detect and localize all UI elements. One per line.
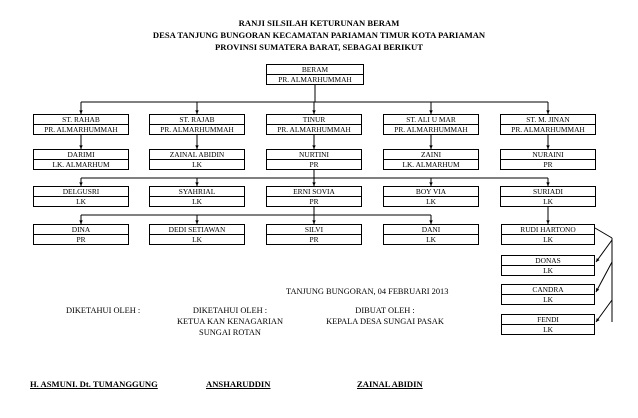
signatory-2: ANSHARUDDIN — [206, 379, 271, 389]
node-status: PR. ALMARHUMMAH — [278, 75, 352, 84]
node-name: DANI — [384, 225, 478, 235]
to-fendi — [596, 300, 612, 322]
node-status: LK. ALMARHUM — [402, 160, 460, 169]
node-name: NURAINI — [501, 150, 595, 160]
node-status: LK. ALMARHUM — [52, 160, 110, 169]
node-name: ST. ALI U MAR — [384, 115, 478, 125]
gen5-node-2 — [149, 224, 245, 245]
node-name: ZAINI — [384, 150, 478, 160]
node-name: ST. RAHAB — [34, 115, 128, 125]
node-status: LK — [426, 235, 436, 244]
node-status: PR. ALMARHUMMAH — [44, 125, 118, 134]
to-donas — [596, 240, 612, 262]
gen5-node-1 — [33, 224, 129, 245]
node-status: PR. ALMARHUMMAH — [160, 125, 234, 134]
node-status: LK — [543, 266, 553, 275]
node-status: LK — [543, 197, 553, 206]
place-date: TANJUNG BUNGORAN, 04 FEBRUARI 2013 — [286, 287, 449, 296]
node-status: LK — [426, 197, 436, 206]
node-name: NURTINI — [267, 150, 361, 160]
signatory-3: ZAINAL ABIDIN — [357, 379, 423, 389]
known-by-2-line-1: DIKETAHUI OLEH : — [192, 306, 268, 315]
node-status: LK — [192, 197, 202, 206]
title-line-1: RANJI SILSILAH KETURUNAN BERAM — [238, 18, 400, 28]
known-by-2-line-2: KETUA KAN KENAGARIAN — [176, 317, 284, 326]
node-name: ZAINAL ABIDIN — [150, 150, 244, 160]
gen4-node-2 — [149, 186, 245, 207]
node-name: SILVI — [267, 225, 361, 235]
node-name: DINA — [34, 225, 128, 235]
side-branch-top — [595, 228, 612, 238]
gen3-node-4 — [383, 149, 479, 170]
node-status: PR — [309, 197, 319, 206]
node-status: PR. ALMARHUMMAH — [277, 125, 351, 134]
gen5-node-5 — [501, 224, 595, 245]
root-node — [266, 64, 364, 85]
side-node-1 — [501, 255, 595, 276]
node-name: SURIADI — [501, 187, 595, 197]
node-name: SYAHRIAL — [150, 187, 244, 197]
node-name: CANDRA — [502, 285, 594, 295]
node-name: BOY VIA — [384, 187, 478, 197]
node-status: LK — [543, 295, 553, 304]
gen3-node-1 — [33, 149, 129, 170]
node-name: ST. RAJAB — [150, 115, 244, 125]
node-status: PR — [76, 235, 86, 244]
gen3-node-3 — [266, 149, 362, 170]
gen4-node-5 — [500, 186, 596, 207]
node-name: FENDI — [502, 315, 594, 325]
node-status: PR. ALMARHUMMAH — [511, 125, 585, 134]
gen2-node-4 — [383, 114, 479, 135]
gen4-node-1 — [33, 186, 129, 207]
node-status: LK — [543, 235, 553, 244]
node-status: LK — [192, 160, 202, 169]
node-name: TINUR — [267, 115, 361, 125]
signatory-1: H. ASMUNI. Dt. TUMANGGUNG — [30, 379, 158, 389]
title-line-3: PROVINSI SUMATERA BARAT, SEBAGAI BERIKUT — [215, 42, 423, 52]
side-node-2 — [501, 284, 595, 305]
gen2-node-1 — [33, 114, 129, 135]
node-status: PR — [309, 235, 319, 244]
node-status: LK — [192, 235, 202, 244]
title-line-2: DESA TANJUNG BUNGORAN KECAMATAN PARIAMAN TIMUR KOTA PARIAMAN — [152, 30, 486, 40]
node-name: DELGUSRI — [34, 187, 128, 197]
gen2-node-3 — [266, 114, 362, 135]
node-name: DONAS — [502, 256, 594, 266]
side-node-3 — [501, 314, 595, 335]
known-by-label: DIKETAHUI OLEH : — [66, 306, 141, 315]
to-candra — [596, 262, 612, 292]
made-by-line-2: KEPALA DESA SUNGAI PASAK — [326, 317, 444, 326]
node-name: DEDI SETIAWAN — [150, 225, 244, 235]
gen3-node-5 — [500, 149, 596, 170]
node-status: LK — [543, 325, 553, 334]
node-name: DARIMI — [34, 150, 128, 160]
gen4-node-4 — [383, 186, 479, 207]
node-name: ERNI SOVIA — [267, 187, 361, 197]
node-name: RUDI HARTONO — [502, 225, 594, 235]
node-status: PR — [309, 160, 319, 169]
node-name: BERAM — [267, 65, 363, 75]
gen2-node-2 — [149, 114, 245, 135]
gen5-node-3 — [266, 224, 362, 245]
known-by-2-line-3: SUNGAI ROTAN — [199, 328, 261, 337]
made-by-line-1: DIBUAT OLEH : — [355, 306, 415, 315]
node-status: LK — [76, 197, 86, 206]
gen3-node-2 — [149, 149, 245, 170]
gen4-node-3 — [266, 186, 362, 207]
gen2-node-5 — [500, 114, 596, 135]
node-status: PR. ALMARHUMMAH — [394, 125, 468, 134]
node-status: PR — [543, 160, 553, 169]
gen5-node-4 — [383, 224, 479, 245]
node-name: ST. M. JINAN — [501, 115, 595, 125]
